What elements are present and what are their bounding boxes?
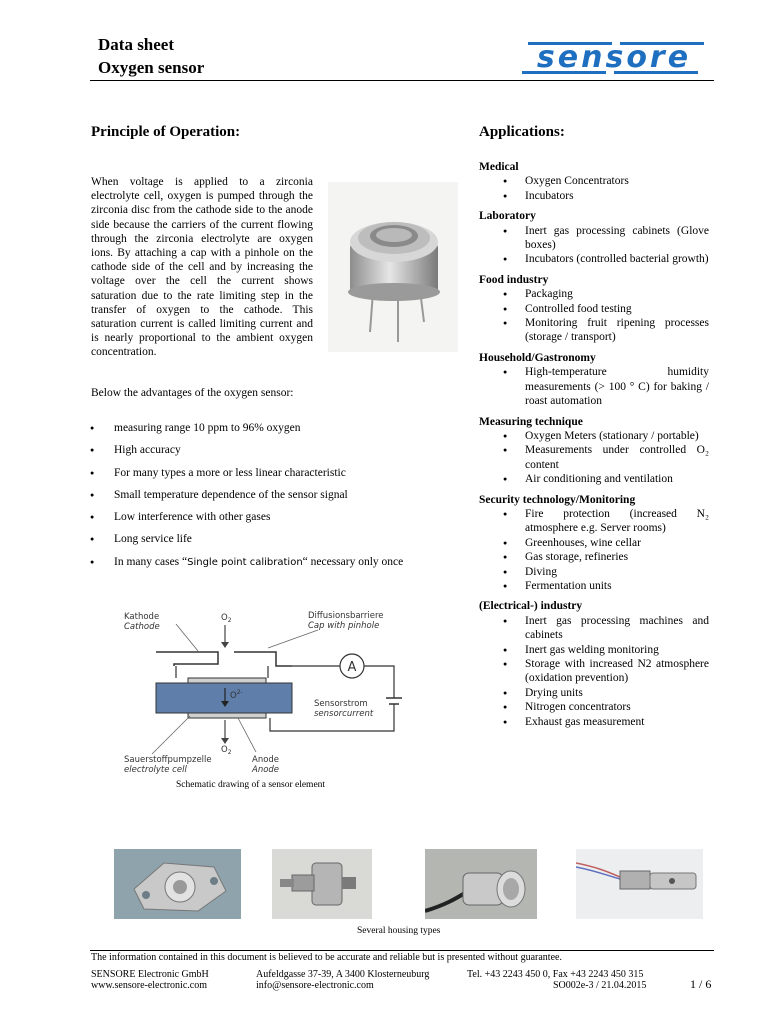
list-item: ● High-temperature humidity measurements (> 100 ° C) for baking / roast automation <box>479 365 709 408</box>
advantage-emphasis: Single point calibration <box>187 556 303 568</box>
list-item: ● Exhaust gas measurement <box>479 715 709 729</box>
list-item: ● Diving <box>479 565 709 579</box>
category-food: Food industry <box>479 273 549 286</box>
header-divider <box>90 80 714 81</box>
principle-heading: Principle of Operation: <box>91 124 241 140</box>
footer-phone: Tel. +43 2243 450 0, Fax +43 2243 450 315 <box>467 969 644 980</box>
label-anode-en: Anode <box>252 765 280 775</box>
oxygen-sensor-photo <box>328 182 458 352</box>
housing-photo-probe <box>576 849 703 919</box>
logo-text: sensore <box>536 40 692 75</box>
list-item: ● Low interference with other gases <box>90 509 470 531</box>
advantage-prefix: In many cases “ <box>114 555 188 568</box>
list-item: ● Air conditioning and ventilation <box>479 472 709 486</box>
applications-list <box>479 160 709 729</box>
sensore-logo <box>520 38 708 78</box>
label-o2-bottom: $O_2$ <box>221 745 232 756</box>
document-subtitle: Oxygen sensor <box>98 58 205 77</box>
principle-paragraph: When voltage is applied to a zirconia electrolyte cell, oxygen is pumped through the zirconia disc from the cathode side to the anode side because the carriers of the current flowing through the zirconia electrolyte are oxygen ions. By attaching a cap with a pinhole on the cathode side of the cell and by increasing the voltage over the cell the current shows saturation due to the rate limiting step in the transfer of oxygen to the cathode. This saturation current is called limiting current and is nearly proportional to the ambient oxygen concentration. <box>91 176 313 359</box>
document-title: Data sheet <box>98 35 175 54</box>
list-item: ● Nitrogen concentrators <box>479 700 709 714</box>
label-electrolyte-cell: electrolyte cell <box>124 765 187 775</box>
footer-address: Aufeldgasse 37-39, A 3400 Klosterneuburg <box>256 969 430 980</box>
category-industry: (Electrical-) industry <box>479 600 583 613</box>
label-sensorstrom: Sensorstrom <box>314 699 368 709</box>
label-cathode: Cathode <box>124 622 160 632</box>
list-item: ● measuring range 10 ppm to 96% oxygen <box>90 420 470 442</box>
footer-doc-id: SO002e-3 / 21.04.2015 <box>553 980 647 991</box>
label-pinhole: Cap with pinhole <box>308 621 380 631</box>
label-pumpzelle: Sauerstoffpumpzelle <box>124 755 212 765</box>
category-medical: Medical <box>479 161 519 173</box>
footer-company: SENSORE Electronic GmbH <box>91 969 209 980</box>
list-item: ● Fermentation units <box>479 579 709 593</box>
list-item: ● Inert gas processing machines and cabinets <box>479 614 709 643</box>
applications-heading: Applications: <box>479 124 565 140</box>
category-household: Household/Gastronomy <box>479 351 596 364</box>
list-item: ● Inert gas welding monitoring <box>479 643 709 657</box>
advantage-suffix: “ necessary only once <box>302 555 404 568</box>
housing-photo-flange <box>114 849 241 919</box>
list-item: ● Packaging <box>479 287 709 301</box>
sensor-schematic <box>118 606 408 778</box>
footer-disclaimer: The information contained in this document is believed to be accurate and reliable but is presented without guarantee. <box>91 952 562 963</box>
list-item: ● Controlled food testing <box>479 302 709 316</box>
list-item: ● Monitoring fruit ripening processes (storage / transport) <box>479 316 709 345</box>
label-o2-top: $O_2$ <box>221 613 232 624</box>
footer-website[interactable]: www.sensore-electronic.com <box>91 980 207 991</box>
label-diffusion: Diffusionsbarriere <box>308 611 384 621</box>
list-item: ● High accuracy <box>90 442 470 464</box>
list-item <box>90 554 470 576</box>
category-laboratory: Laboratory <box>479 210 536 223</box>
housing-photo-cable <box>425 849 537 919</box>
list-item: ● Oxygen Meters (stationary / portable) <box>479 429 709 443</box>
housing-photo-fitting <box>272 849 372 919</box>
label-anode-de: Anode <box>252 755 280 765</box>
list-item: ● Long service life <box>90 531 470 553</box>
advantages-intro: Below the advantages of the oxygen sensor: <box>91 387 294 399</box>
advantages-list <box>90 420 470 576</box>
list-item: ● Fire protection (increased N₂ atmosphere e.g. Server rooms) <box>479 507 709 536</box>
list-item: ● Inert gas processing cabinets (Glove boxes) <box>479 224 709 253</box>
list-item: ● Drying units <box>479 686 709 700</box>
label-ion: $O^{2-}$ <box>230 689 243 701</box>
list-item: ● Incubators <box>479 189 709 203</box>
housing-caption: Several housing types <box>357 926 441 936</box>
label-kathode: Kathode <box>124 612 160 622</box>
page-number: 1 / 6 <box>690 977 712 991</box>
list-item: ● Oxygen Concentrators <box>479 174 709 188</box>
category-security: Security technology/Monitoring <box>479 493 636 506</box>
list-item: ● Gas storage, refineries <box>479 550 709 564</box>
footer-divider <box>90 950 714 951</box>
list-item: ● Storage with increased N2 atmosphere (oxidation prevention) <box>479 657 709 686</box>
list-item: ● Small temperature dependence of the sensor signal <box>90 487 470 509</box>
list-item: ● For many types a more or less linear characteristic <box>90 465 470 487</box>
list-item: ● Greenhouses, wine cellar <box>479 536 709 550</box>
ammeter-label: A <box>347 660 357 675</box>
footer-email[interactable]: info@sensore-electronic.com <box>256 980 374 991</box>
category-measuring: Measuring technique <box>479 415 583 428</box>
schematic-caption: Schematic drawing of a sensor element <box>176 780 326 790</box>
list-item: ● Measurements under controlled O₂ content <box>479 443 709 472</box>
list-item: ● Incubators (controlled bacterial growth) <box>479 252 709 266</box>
label-sensorcurrent: sensorcurrent <box>314 709 374 719</box>
